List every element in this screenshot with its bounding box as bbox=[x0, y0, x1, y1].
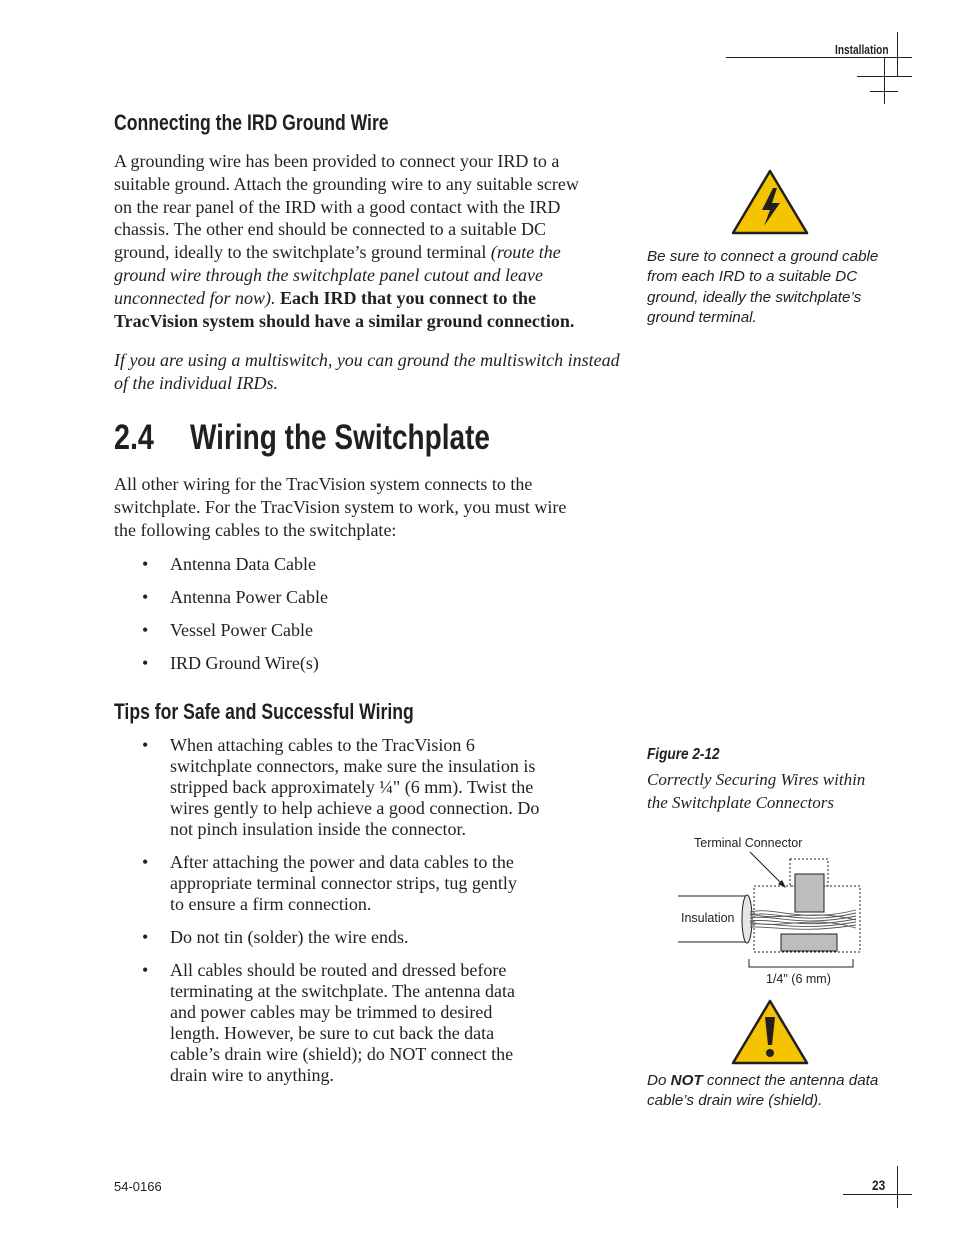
intro-line-3: the following cables to the switchplate: bbox=[114, 519, 397, 540]
ground-sidenote-line-2: from each IRD to a suitable DC bbox=[647, 268, 858, 286]
measure-label: 1/4" (6 mm) bbox=[766, 972, 831, 986]
figure-label: Figure 2-12 bbox=[647, 746, 720, 763]
drain-sidenote bbox=[647, 1071, 907, 1112]
cable-list bbox=[142, 554, 328, 674]
figure-caption-line-2: the Switchplate Connectors bbox=[647, 793, 834, 812]
caution-exclamation-icon bbox=[730, 998, 810, 1066]
tip-4-line-6: drain wire to anything. bbox=[170, 1065, 334, 1085]
header-tick bbox=[897, 32, 898, 76]
ground-line-8-bold: TracVision system should have a similar ground connection. bbox=[114, 310, 575, 331]
drain-sidenote-line-1 bbox=[647, 1071, 907, 1091]
bullet-mark: • bbox=[142, 735, 149, 755]
ground-sidenote bbox=[647, 247, 907, 328]
tip-4-line-4: length. However, be sure to cut back the data bbox=[170, 1023, 495, 1043]
ground-line-2: suitable ground. Attach the grounding wire to any suitable screw bbox=[114, 173, 579, 194]
footer-rule bbox=[843, 1194, 912, 1195]
list-item bbox=[142, 620, 328, 641]
list-item bbox=[142, 852, 539, 915]
list-item bbox=[142, 927, 539, 948]
list-item bbox=[142, 587, 328, 608]
tips-list bbox=[142, 735, 539, 1086]
ground-sidenote-line-1: Be sure to connect a ground cable bbox=[647, 248, 879, 265]
ground-line-6 bbox=[114, 264, 624, 287]
insulation-label: Insulation bbox=[681, 911, 735, 925]
ground-line-6-italic: ground wire through the switchplate panel cutout and leave bbox=[114, 264, 543, 285]
header-crop-h2 bbox=[870, 91, 898, 92]
bullet-mark: • bbox=[142, 587, 149, 607]
ground-paragraph bbox=[114, 150, 624, 332]
intro-line-1: All other wiring for the TracVision system connects to the bbox=[114, 474, 533, 494]
bullet-mark: • bbox=[142, 620, 149, 640]
header-section-label: Installation bbox=[835, 42, 889, 57]
list-item bbox=[142, 554, 328, 575]
figure-caption bbox=[647, 768, 907, 814]
section-title: Wiring the Switchplate bbox=[190, 418, 490, 457]
ground-line-4: chassis. The other end should be connected to a suitable DC bbox=[114, 219, 547, 240]
multiswitch-line-2: of the individual IRDs. bbox=[114, 372, 278, 393]
section-intro bbox=[114, 473, 624, 541]
intro-line-2: switchplate. For the TracVision system to work, you must wire bbox=[114, 496, 567, 517]
ground-line-5 bbox=[114, 241, 624, 264]
header-crop-v bbox=[884, 57, 885, 104]
bullet-mark: • bbox=[142, 653, 149, 673]
drain-line-1-rest: connect the antenna data bbox=[702, 1072, 879, 1089]
ground-line-5-italic: (route the bbox=[490, 242, 561, 263]
multiswitch-note bbox=[114, 349, 634, 395]
ground-line-1: A grounding wire has been provided to connect your IRD to a bbox=[114, 151, 560, 171]
ground-line-7-bold: Each IRD that you connect to the bbox=[275, 287, 536, 308]
tip-1-line-2: switchplate connectors, make sure the insulation is bbox=[170, 756, 536, 776]
list-item bbox=[142, 960, 539, 1086]
tip-2-line-3: to ensure a firm connection. bbox=[170, 894, 372, 914]
figure-caption-line-1: Correctly Securing Wires within bbox=[647, 770, 866, 789]
multiswitch-line-1: If you are using a multiswitch, you can ground the multiswitch instead bbox=[114, 350, 620, 370]
ground-heading: Connecting the IRD Ground Wire bbox=[114, 110, 389, 135]
section-number: 2.4 bbox=[114, 418, 154, 457]
tip-1-line-1: When attaching cables to the TracVision 6 bbox=[170, 735, 475, 755]
tip-4-line-5: cable’s drain wire (shield); do NOT connect the bbox=[170, 1044, 514, 1064]
ground-line-5-plain: ground, ideally to the switchplate’s ground terminal bbox=[114, 242, 491, 263]
cable-item-2: Antenna Power Cable bbox=[170, 587, 328, 607]
ground-line-8 bbox=[114, 310, 624, 333]
cable-item-1: Antenna Data Cable bbox=[170, 554, 316, 574]
tip-4-line-1: All cables should be routed and dressed before bbox=[170, 960, 507, 980]
tip-2-line-2: appropriate terminal connector strips, tug gently bbox=[170, 873, 517, 893]
wire-connector-diagram bbox=[670, 850, 870, 970]
tip-1-line-5: not pinch insulation inside the connector. bbox=[170, 819, 466, 839]
cable-item-3: Vessel Power Cable bbox=[170, 620, 313, 640]
ground-line-7-italic: unconnected for now). bbox=[114, 287, 276, 308]
tip-4-line-2: terminating at the switchplate. The antenna data bbox=[170, 981, 516, 1001]
ground-line-3: on the rear panel of the IRD with a good contact with the IRD bbox=[114, 196, 561, 217]
bullet-mark: • bbox=[142, 852, 149, 872]
bullet-mark: • bbox=[142, 927, 149, 947]
page-number: 23 bbox=[872, 1177, 886, 1193]
tip-1-line-3: stripped back approximately ¼" (6 mm). Twist the bbox=[170, 777, 534, 797]
doc-number: 54-0166 bbox=[114, 1179, 162, 1194]
footer-tick bbox=[897, 1166, 898, 1208]
tip-2-line-1: After attaching the power and data cables to the bbox=[170, 852, 514, 872]
ground-line-7 bbox=[114, 287, 624, 310]
high-voltage-warning-icon bbox=[730, 168, 810, 236]
terminal-connector-label: Terminal Connector bbox=[694, 836, 803, 850]
drain-prefix: Do bbox=[647, 1072, 671, 1089]
tip-1-line-4: wires gently to help achieve a good connection. Do bbox=[170, 798, 540, 818]
drain-emphasis: NOT bbox=[670, 1072, 703, 1089]
ground-sidenote-line-4: ground terminal. bbox=[647, 308, 757, 326]
drain-sidenote-line-2: cable’s drain wire (shield). bbox=[647, 1092, 823, 1110]
tip-3-line-1: Do not tin (solder) the wire ends. bbox=[170, 927, 409, 947]
cable-item-4: IRD Ground Wire(s) bbox=[170, 653, 319, 673]
ground-sidenote-line-3: ground, ideally the switchplate’s bbox=[647, 288, 862, 306]
list-item bbox=[142, 653, 328, 674]
bullet-mark: • bbox=[142, 960, 149, 980]
bullet-mark: • bbox=[142, 554, 149, 574]
tips-heading: Tips for Safe and Successful Wiring bbox=[114, 699, 414, 724]
list-item bbox=[142, 735, 539, 840]
tip-4-line-3: and power cables may be trimmed to desired bbox=[170, 1002, 493, 1022]
